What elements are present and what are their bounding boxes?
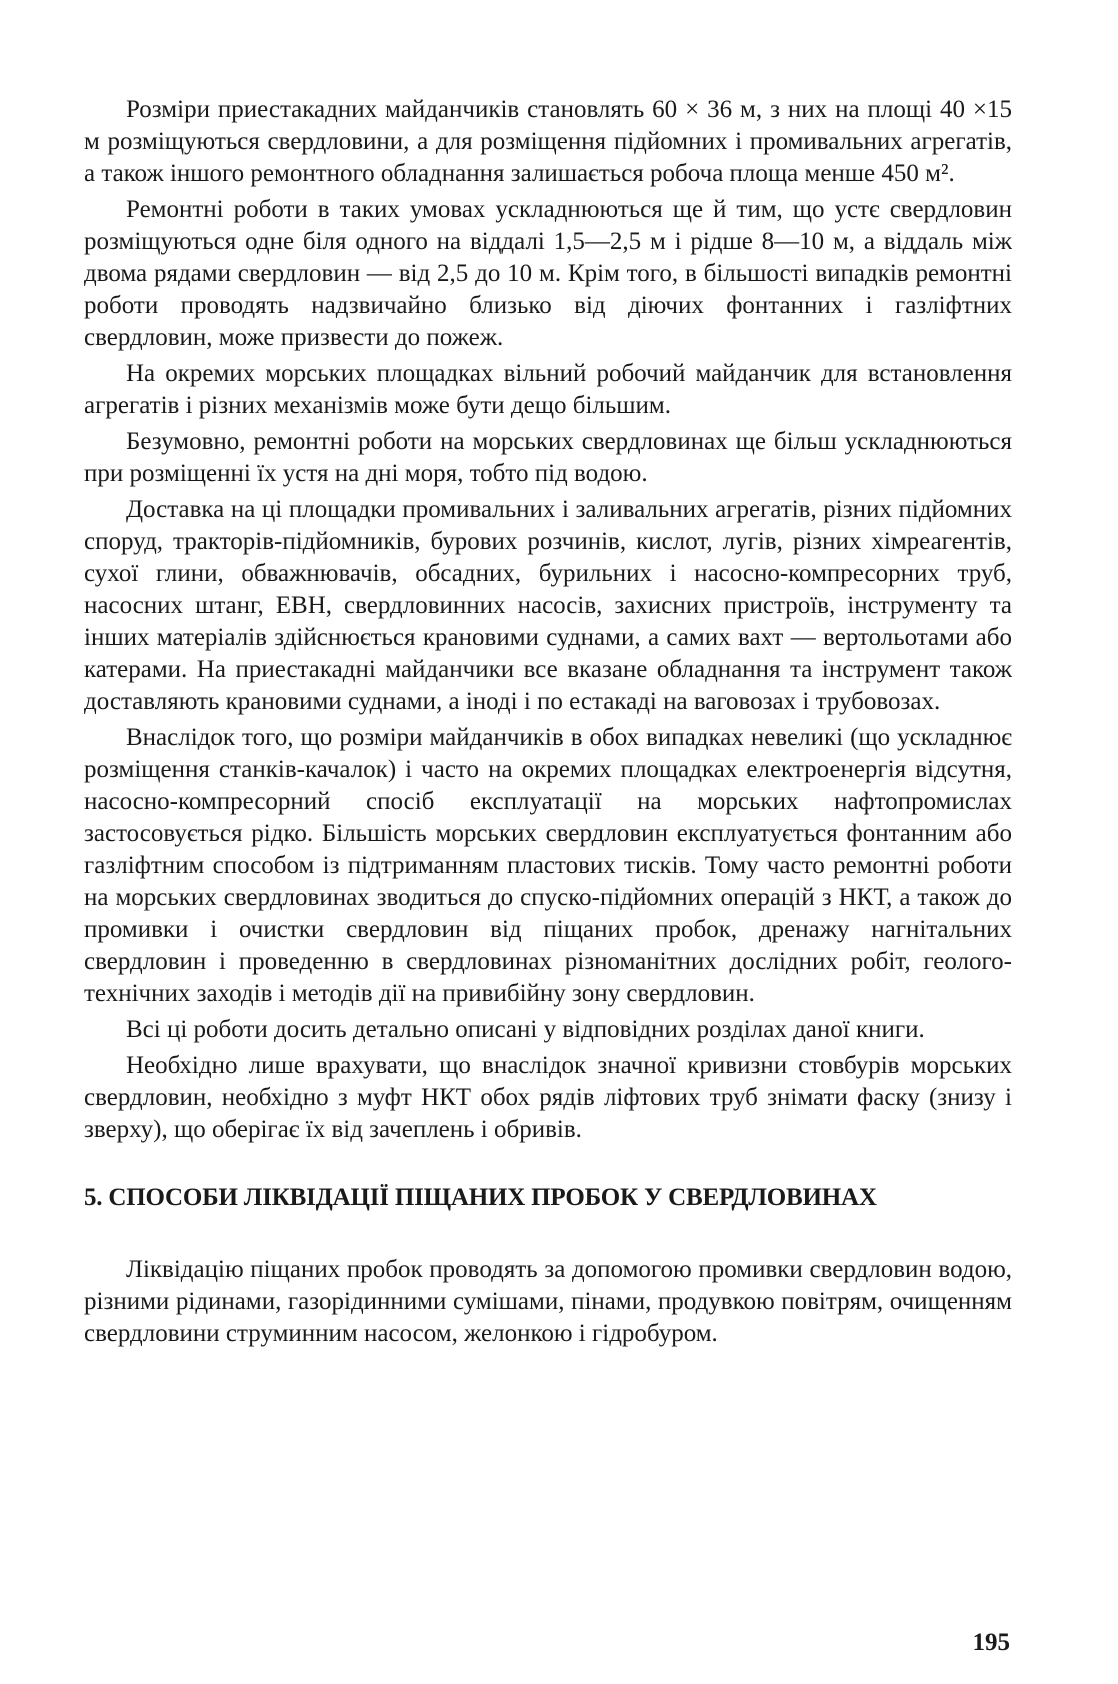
- paragraph-7: Всі ці роботи досить детально описані у відповідних розділах даної книги.: [126, 1016, 925, 1043]
- page-number: 195: [972, 1629, 1010, 1656]
- paragraph-2: Ремонтні роботи в таких умовах ускладнюються ще й тим, що устє свердловин розміщуються одне біля одного на віддалі 1,5—2,5 м і рідше 8—10 м, а віддаль між двома рядами свердловин — від 2,5 до 10 м. Крім того, в більшості випадків ремонтні роботи проводять надзвичайно близько від діючих фонтанних і газліфтних свердловин, може призвести до пожеж.: [84, 196, 1012, 351]
- paragraph-6: Внаслідок того, що розміри майданчиків в обох випадках невеликі (що ускладнює розміщення станків-качалок) і часто на окремих площадках електроенергія відсутня, насосно-компресорний спосіб експлуатації на морських нафтопромислах застосовується рідко. Більшість морських свердловин експлуатується фонтанним або газліфтним способом із підтриманням пластових тисків. Тому часто ремонтні роботи на морських свердловинах зводиться до спуско-підйомних операцій з НКТ, а також до промивки і очистки свердловин від піщаних пробок, дренажу нагнітальних свердловин і проведенню в свердловинах різноманітних дослідних робіт, геолого-технічних заходів і методів дії на привибійну зону свердловин.: [84, 724, 1012, 1007]
- paragraph-8: Необхідно лише врахувати, що внаслідок значної кривизни стовбурів морських свердловин, необхідно з муфт НКТ обох рядів ліфтових труб знімати фаску (знизу і зверху), що оберігає їх від зачеплень і обривів.: [84, 1052, 1012, 1143]
- paragraph-1: Розміри приестакадних майданчиків становлять 60 × 36 м, з них на площі 40 ×15 м розміщуються свердловини, а для розміщення підйомних і промивальних агрегатів, а також іншого ремонтного обладнання залишається робоча площа менше 450 м².: [84, 96, 1012, 187]
- paragraph-3: На окремих морських площадках вільний робочий майданчик для встановлення агрегатів і різних механізмів може бути дещо більшим.: [84, 360, 1012, 419]
- page-body: [84, 94, 1012, 1354]
- paragraph-4: Безумовно, ремонтні роботи на морських свердловинах ще більш ускладнюються при розміщенні їх устя на дні моря, тобто під водою.: [84, 428, 1012, 487]
- section-paragraph-1: Ліквідацію піщаних пробок проводять за допомогою промивки свердловин водою, різними рідинами, газорідинними сумішами, пінами, продувкою повітрям, очищенням свердловини струминним насосом, желонкою і гідробуром.: [84, 1256, 1012, 1347]
- section-heading: 5. СПОСОБИ ЛІКВІДАЦІЇ ПІЩАНИХ ПРОБОК У СВЕРДЛОВИНАХ: [84, 1184, 877, 1211]
- paragraph-5: Доставка на ці площадки промивальних і заливальних агрегатів, різних підйомних споруд, тракторів-підйомників, бурових розчинів, кислот, лугів, різних хімреагентів, сухої глини, обважнювачів, обсадних, бурильних і насосно-компресорних труб, насосних штанг, ЕВН, свердловинних насосів, захисних пристроїв, інструменту та інших матеріалів здійснюється крановими суднами, а самих вахт — вертольотами або катерами. На приестакадні майданчики все вказане обладнання та інструмент також доставляють крановими суднами, а іноді і по естакаді на ваговозах і трубовозах.: [84, 496, 1012, 715]
